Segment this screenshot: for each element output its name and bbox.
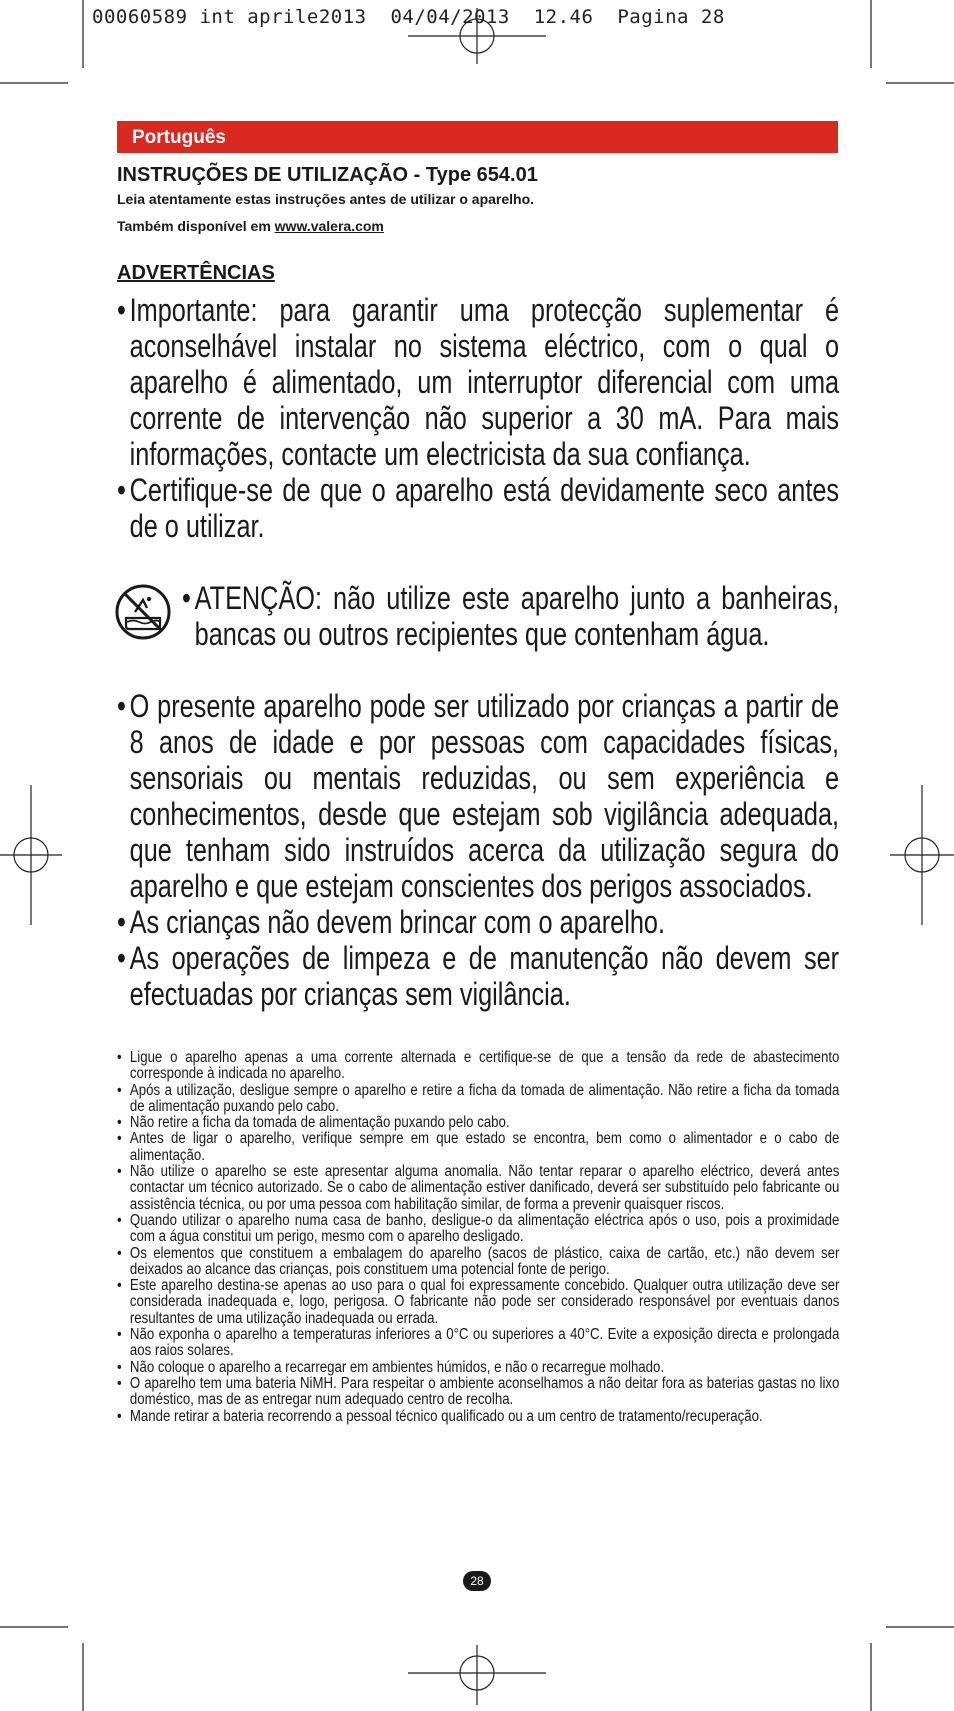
list-item-text: As crianças não devem brincar com o aparelho.: [129, 904, 666, 940]
bullet: •: [182, 580, 191, 616]
bullet: •: [117, 1374, 122, 1392]
list-item-text: Ligue o aparelho apenas a uma corrente alternada e certifique-se de que a tensão da rede de abastecimento corresponde à indicada no aparelho.: [129, 1049, 840, 1083]
list-item: [117, 472, 839, 544]
registration-mark-icon: [408, 8, 546, 64]
bullet: •: [117, 940, 126, 976]
list-item: [117, 1115, 839, 1131]
bullet: •: [117, 1211, 122, 1229]
warnings-heading: ADVERTÊNCIAS: [117, 262, 275, 284]
language-bar: [117, 121, 838, 153]
bullet: •: [117, 1163, 122, 1181]
bullet: •: [117, 292, 126, 328]
page-number: 28: [463, 1571, 491, 1591]
list-item-text: Quando utilizar o aparelho numa casa de banho, desligue-o da alimentação eléctrica após o uso, pois a proximidade com a água constitui um perigo, mesmo com o aparelho desligado.: [129, 1211, 840, 1246]
list-item-text: Não exponha o aparelho a temperaturas inferiores a 0°C ou superiores a 40°C. Evite a exposição directa e prolongada aos raios solares.: [129, 1326, 840, 1360]
list-item: [117, 1246, 839, 1279]
bullet: •: [117, 904, 126, 940]
list-item-text: Antes de ligar o aparelho, verifique sempre em que estado se encontra, bem como o alimentador e o cabo de alimentação.: [129, 1130, 840, 1164]
bullet: •: [117, 688, 126, 724]
no-bath-water-icon: [113, 582, 173, 642]
list-item: [117, 1376, 839, 1409]
bullet: •: [117, 1130, 122, 1148]
registration-mark-icon: [408, 1645, 546, 1705]
list-item-text: O presente aparelho pode ser utilizado por crianças a partir de 8 anos de idade e por pessoas com capacidades físicas, sensoriais ou mentais reduzidas, ou sem experiência e conhecimentos, desde que estejam sob vigilância adequada, que tenham sido instruídos acerca da utilização segura do aparelho e que estejam conscientes dos perigos associados.: [129, 688, 840, 904]
list-item: [117, 1164, 839, 1213]
list-item-text: Após a utilização, desligue sempre o aparelho e retire a ficha da tomada de alimentação. Não retire a ficha da tomada de alimentação puxando pelo cabo.: [129, 1081, 840, 1115]
list-item-text: Não coloque o aparelho a recarregar em ambientes húmidos, e não o recarregue molhado.: [129, 1358, 665, 1376]
list-item: [117, 688, 839, 904]
bullet: •: [117, 1358, 122, 1376]
icon-warning: [182, 580, 840, 652]
list-item-text: Certifique-se de que o aparelho está devidamente seco antes de o utilizar.: [129, 472, 840, 544]
list-item-text: Este aparelho destina-se apenas ao uso para o qual foi expressamente concebido. Qualquer outra utilização deve ser considerada inadequada e, logo, perigosa. O fabricante não pode ser considerado responsável por eventuais danos resultantes de uma utilização inadequada ou errada.: [129, 1277, 840, 1327]
availability-line: [117, 218, 384, 234]
list-item: [117, 1327, 839, 1360]
list-item-text: Importante: para garantir uma protecção suplementar é aconselhável instalar no sistema eléctrico, com o qual o aparelho é alimentado, um interruptor diferencial com uma corrente de intervenção não superior a 30 mA. Para mais informações, contacte um electricista da sua confiança.: [129, 292, 840, 472]
warnings-large-list: [117, 292, 840, 544]
website-link[interactable]: www.valera.com: [274, 218, 384, 234]
language-label: Português: [132, 127, 226, 148]
list-item: [117, 904, 839, 940]
list-item-text: As operações de limpeza e de manutenção não devem ser efectuadas por crianças sem vigilância.: [129, 940, 840, 1012]
bullet: •: [117, 1114, 122, 1132]
page-title: INSTRUÇÕES DE UTILIZAÇÃO - Type 654.01: [117, 164, 538, 186]
list-item-text: O aparelho tem uma bateria NiMH. Para respeitar o ambiente aconselhamos a não deitar fora as baterias gastas no lixo doméstico, mas de as entregar num adequado centro de recolha.: [129, 1374, 840, 1409]
list-item-text: Os elementos que constituem a embalagem do aparelho (sacos de plástico, caixa de cartão, etc.) não devem ser deixados ao alcance das crianças, pois constituem uma potencial fonte de perigo.: [129, 1244, 840, 1278]
list-item: [117, 1050, 839, 1083]
list-item-text: Não utilize o aparelho se este apresentar alguma anomalia. Não tentar reparar o aparelho eléctrico, deverá antes contactar um técnico autorizado. Se o cabo de alimentação estiver danificado, deverá ser substituído pelo fabricante ou assistência técnica, ou por uma pessoa com habilitação similar, de forma a prevenir quaisquer riscos.: [129, 1163, 840, 1213]
bullet: •: [117, 1407, 122, 1425]
list-item: [182, 580, 839, 652]
list-item-text: Não retire a ficha da tomada de alimentação puxando pelo cabo.: [129, 1114, 510, 1132]
bullet: •: [117, 1326, 122, 1344]
bullet: •: [117, 472, 126, 508]
bullet: •: [117, 1244, 122, 1262]
warnings-small-list: [117, 1049, 840, 1425]
list-item: [117, 292, 839, 472]
bullet: •: [117, 1049, 122, 1066]
list-item: [117, 940, 839, 1012]
registration-mark-icon: [0, 785, 62, 925]
list-item: [117, 1278, 839, 1327]
subtitle: Leia atentamente estas instruções antes de utilizar o aparelho.: [117, 191, 535, 207]
list-item-text: Mande retirar a bateria recorrendo a pessoal técnico qualificado ou a um centro de tratamento/recuperação.: [129, 1407, 763, 1425]
bullet: •: [117, 1081, 122, 1099]
availability-prefix: Também disponível em: [117, 218, 275, 234]
list-item: [117, 1083, 839, 1116]
list-item: [117, 1213, 839, 1246]
list-item-text: ATENÇÃO: não utilize este aparelho junto a banheiras, bancas ou outros recipientes que contenham água.: [194, 580, 840, 652]
list-item: [117, 1409, 839, 1425]
registration-mark-icon: [890, 785, 954, 925]
list-item: [117, 1360, 839, 1376]
warnings-large-list-2: [117, 688, 840, 1012]
list-item: [117, 1131, 839, 1164]
print-slug: 00060589 int aprile2013 04/04/2013 12.46 Pagina 28: [92, 6, 725, 28]
bullet: •: [117, 1277, 122, 1295]
